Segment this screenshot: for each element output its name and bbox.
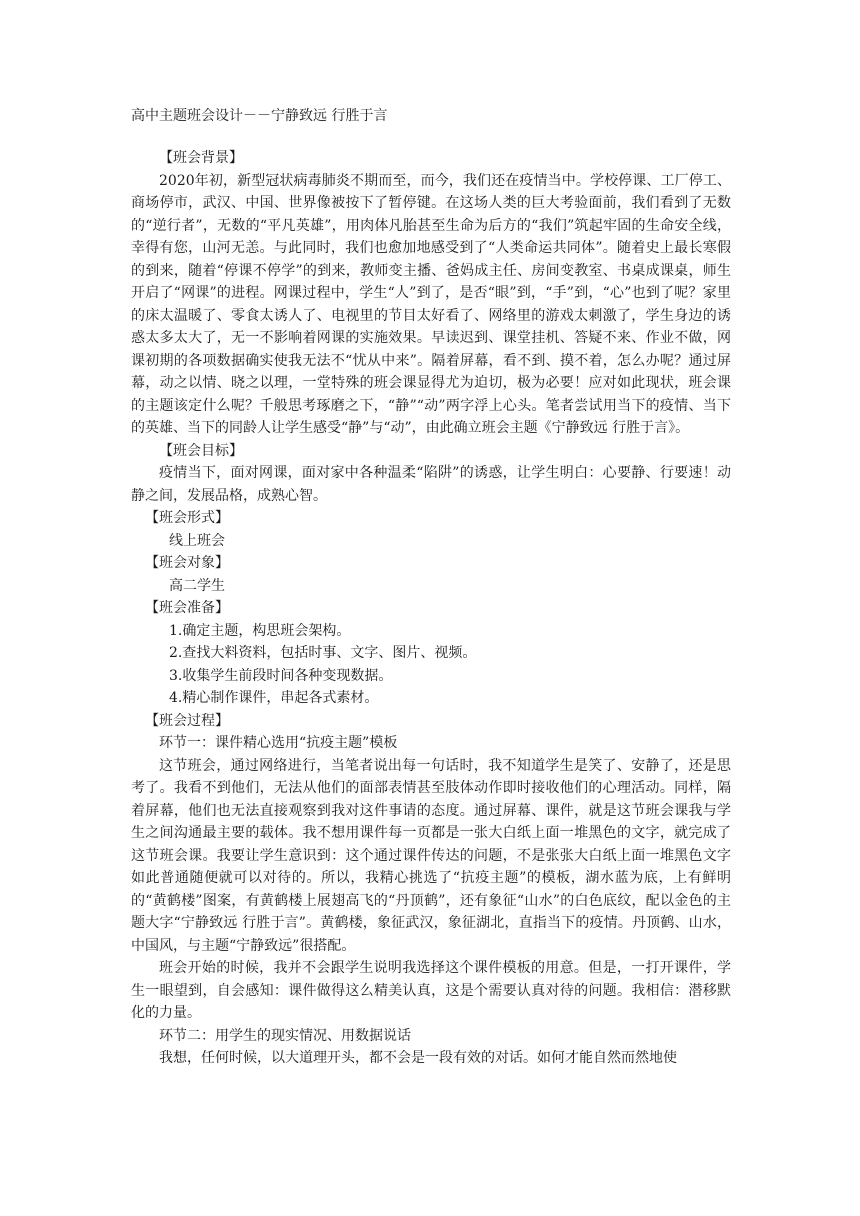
paragraph-background: 2020年初，新型冠状病毒肺炎不期而至，而今，我们还在疫情当中。学校停课、工厂停工、商场停市，武汉、中国、世界像被按下了暂停键。在这场人类的巨大考验面前，我们看到了无数的“逆行者”，无数的“平凡英雄”，用肉体凡胎甚至生命为后方的“我们”筑起牢固的生命安全线，幸得有您，山河无恙。与此同时，我们也愈加地感受到了“人类命运共同体”。随着史上最长寒假的到来，随着“停课不停学”的到来，教师变主播、爸妈成主任、房间变教室、书桌成课桌，师生开启了“网课”的进程。网课过程中，学生“人”到了，是否“眼”到，“手”到，“心”也到了呢？家里的床太温暖了、零食太诱人了、电视里的节目太好看了、网络里的游戏太刺激了，学生身边的诱惑太多太大了，无一不影响着网课的实施效果。早读迟到、课堂挂机、答疑不来、作业不做，网课初期的各项数据确实使我无法不“忧从中来”。隔着屏幕，看不到、摸不着，怎么办呢？通过屏幕，动之以情、晓之以理，一堂特殊的班会课显得尤为迫切，极为必要！应对如此现状，班会课的主题该定什么呢？千般思考琢磨之下，“静”“动”两字浮上心头。笔者尝试用当下的疫情、当下的英雄、当下的同龄人让学生感受“静”与“动”，由此确立班会主题《宁静致远 行胜于言》。 xyxy=(131,172,731,436)
paragraph-step2-1: 我想，任何时候，以大道理开头，都不会是一段有效的对话。如何才能自然而然地使 xyxy=(159,1050,677,1066)
section-heading-prep: 【班会准备】 xyxy=(145,600,229,616)
document-body xyxy=(131,147,731,1070)
step1-title: 环节一：课件精心选用“抗疫主题”模板 xyxy=(159,735,398,751)
paragraph-step1-1: 这节班会，通过网络进行，当笔者说出每一句话时，我不知道学生是笑了、安静了，还是思考了。我看不到他们，无法从他们的面部表情甚至肢体动作即时接收他们的心理活动。同样，隔着屏幕，他们也无法直接观察到我对这件事请的态度。通过屏幕、课件，就是这节班会课我与学生之间沟通最主要的载体。我不想用课件每一页都是一张大白纸上面一堆黑色的文字，就完成了这节班会课。我要让学生意识到：这个通过课件传达的问题，不是张张大白纸上面一堆黑色文字如此普通随便就可以对待的。所以，我精心挑选了“抗疫主题”的模板，湖水蓝为底，上有鲜明的“黄鹤楼”图案，有黄鹤楼上展翅高飞的“丹顶鹤”，还有象征“山水”的白色底纹，配以金色的主题大字“宁静致远 行胜于言”。黄鹤楼，象征武汉，象征湖北，直指当下的疫情。丹顶鹤、山水，中国风，与主题“宁静致远”很搭配。 xyxy=(131,757,731,954)
section-heading-form: 【班会形式】 xyxy=(145,510,229,526)
section-heading-process: 【班会过程】 xyxy=(145,712,229,729)
prep-item: 2.查找大料资料，包括时事、文字、图片、视频。 xyxy=(169,645,477,661)
audience-text: 高二学生 xyxy=(169,577,225,594)
prep-item: 3.收集学生前段时间各种变现数据。 xyxy=(169,667,393,684)
form-text: 线上班会 xyxy=(169,532,225,549)
section-heading-goal: 【班会目标】 xyxy=(159,442,243,459)
prep-item: 1.确定主题，构思班会架构。 xyxy=(169,622,351,639)
prep-item: 4.精心制作课件，串起各式素材。 xyxy=(169,690,379,706)
paragraph-step1-2: 班会开始的时候，我并不会跟学生说明我选择这个课件模板的用意。但是，一打开课件，学生一眼望到，自会感知：课件做得这么精美认真，这是个需要认真对待的问题。我相信：潜移默化的力量。 xyxy=(131,960,731,1021)
step2-title: 环节二：用学生的现实情况、用数据说话 xyxy=(159,1027,411,1044)
document-title: 高中主题班会设计－－宁静致远 行胜于言 xyxy=(131,108,388,124)
section-heading-audience: 【班会对象】 xyxy=(145,555,229,571)
section-heading-background: 【班会背景】 xyxy=(159,150,243,166)
paragraph-goal: 疫情当下，面对网课，面对家中各种温柔“陷阱”的诱惑，让学生明白：心要静、行要速！动静之间，发展品格，成熟心智。 xyxy=(131,465,731,504)
